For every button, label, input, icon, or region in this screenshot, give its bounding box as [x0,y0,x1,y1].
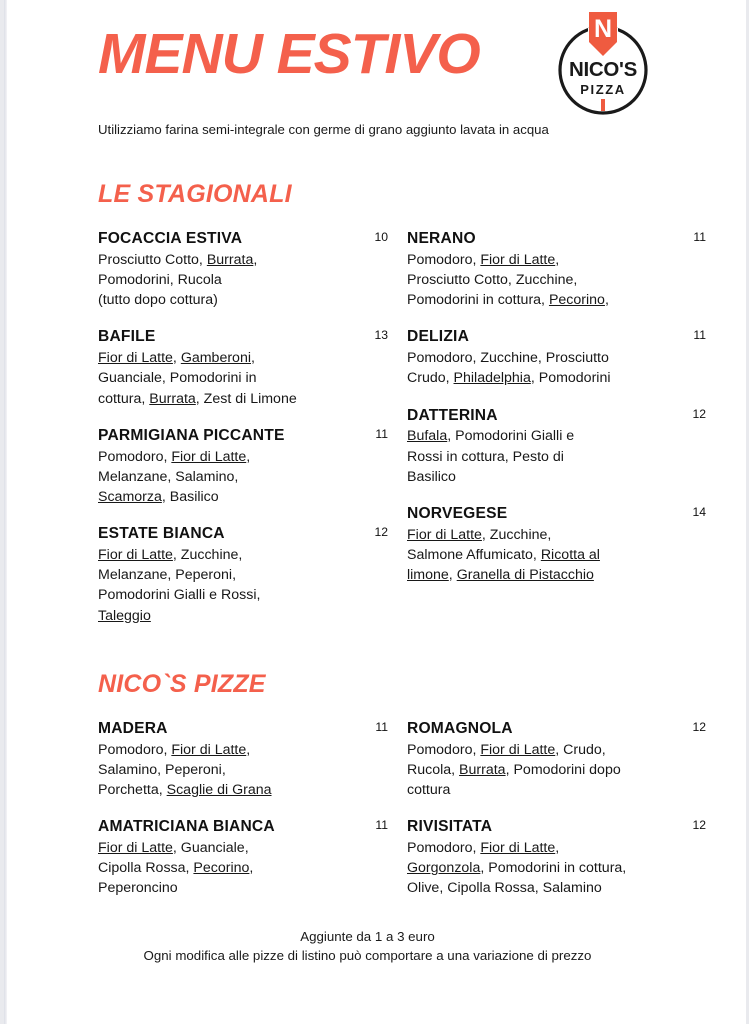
menu-item-description: Fior di Latte, Gamberoni, Guanciale, Pomodorini in cottura, Burrata, Zest di Limone [98,350,297,407]
footer-line-price-variation: Ogni modifica alle pizze di listino può comportare a una variazione di prezzo [143,948,592,964]
menu-item-description: Prosciutto Cotto, Burrata, Pomodorini, Rucola (tutto dopo cottura) [98,251,258,309]
menu-item[interactable] [407,817,706,898]
menu-item-price: 11 [693,328,706,343]
menu-item-name: PARMIGIANA PICCANTE [98,426,285,444]
menu-item-name: RIVISITATA [407,818,493,836]
menu-item[interactable] [98,229,396,310]
menu-item[interactable] [407,719,706,800]
menu-item-name: BAFILE [98,328,156,346]
menu-item-description: Pomodoro, Fior di Latte, Gorgonzola, Pomodorini in cottura, Olive, Cipolla Rossa, Salamino [407,840,627,897]
menu-item-price: 12 [692,719,706,734]
menu-item[interactable] [407,504,706,585]
menu-item-price: 11 [693,229,706,244]
menu-item-name: ESTATE BIANCA [98,525,225,543]
menu-item[interactable] [407,229,706,310]
menu-item[interactable] [98,817,396,898]
section-le-stagionali [98,138,706,626]
menu-item-price: 12 [692,818,706,833]
menu-item-price: 11 [375,818,388,833]
menu-item-price: 13 [374,328,388,343]
svg-text:PIZZA: PIZZA [580,82,626,97]
menu-item-description: Pomodoro, Fior di Latte, Crudo, Rucola, Burrata, Pomodorini dopo cottura [407,741,621,798]
menu-item-description: Pomodoro, Fior di Latte, Prosciutto Cotto, Zucchine, Pomodorini in cottura, Pecorino, [407,251,609,309]
section-nicos-pizze [98,626,706,899]
menu-item-price: 12 [374,525,388,540]
menu-item[interactable] [98,719,396,800]
menu-header [31,0,716,118]
menu-grid-le-stagionali [98,207,706,626]
nicos-pizza-logo [552,6,654,118]
menu-column-right [396,229,706,626]
menu-item-price: 12 [692,406,706,421]
menu-item-description: Pomodoro, Fior di Latte, Melanzane, Salamino, Scamorza, Basilico [98,448,251,505]
menu-subtitle: Utilizziamo farina semi-integrale con germe di grano aggiunto lavata in acqua [98,122,549,137]
menu-footer [31,927,716,967]
menu-item-price: 14 [692,504,706,519]
menu-item[interactable] [98,327,396,408]
svg-text:NICO'S: NICO'S [569,58,637,81]
menu-item-price: 11 [375,426,388,441]
page-title: MENU ESTIVO [98,22,480,86]
menu-item-price: 10 [374,229,388,244]
menu-item-name: DELIZIA [407,328,470,346]
menu-item[interactable] [407,327,706,388]
menu-item[interactable] [98,426,396,507]
menu-item-description: Fior di Latte, Zucchine, Melanzane, Peperoni, Pomodorini Gialli e Rossi, Taleggio [98,547,261,624]
menu-item[interactable] [98,524,396,626]
svg-text:N: N [593,15,613,43]
section-title-le-stagionali: LE STAGIONALI [98,179,292,208]
menu-item-name: AMATRICIANA BIANCA [98,818,275,836]
menu-item-description: Pomodoro, Zucchine, Prosciutto Crudo, Philadelphia, Pomodorini [407,350,611,387]
section-title-nicos-pizze: NICO`S PIZZE [98,669,266,698]
menu-item-name: NERANO [407,229,476,247]
menu-grid-nicos-pizze [98,697,706,899]
menu-item-name: MADERA [98,719,168,737]
menu-column-left [98,719,396,899]
menu-item-description: Pomodoro, Fior di Latte, Salamino, Peperoni, Porchetta, Scaglie di Grana [98,741,272,798]
menu-item-description: Fior di Latte, Zucchine, Salmone Affumicato, Ricotta al limone, Granella di Pistacchio [407,526,600,584]
footer-line-additions: Aggiunte da 1 a 3 euro [300,928,435,944]
menu-item-price: 11 [375,719,388,734]
menu-column-right [396,719,706,899]
menu-item-name: NORVEGESE [407,504,508,522]
menu-item-name: FOCACCIA ESTIVA [98,229,243,247]
menu-item-name: ROMAGNOLA [407,719,513,737]
menu-item-name: DATTERINA [407,406,498,424]
menu-item-description: Bufala, Pomodorini Gialli e Rossi in cottura, Pesto di Basilico [407,428,575,485]
menu-item[interactable] [407,406,706,487]
menu-item-description: Fior di Latte, Guanciale, Cipolla Rossa, Pecorino, Peperoncino [98,840,254,897]
menu-column-left [98,229,396,626]
